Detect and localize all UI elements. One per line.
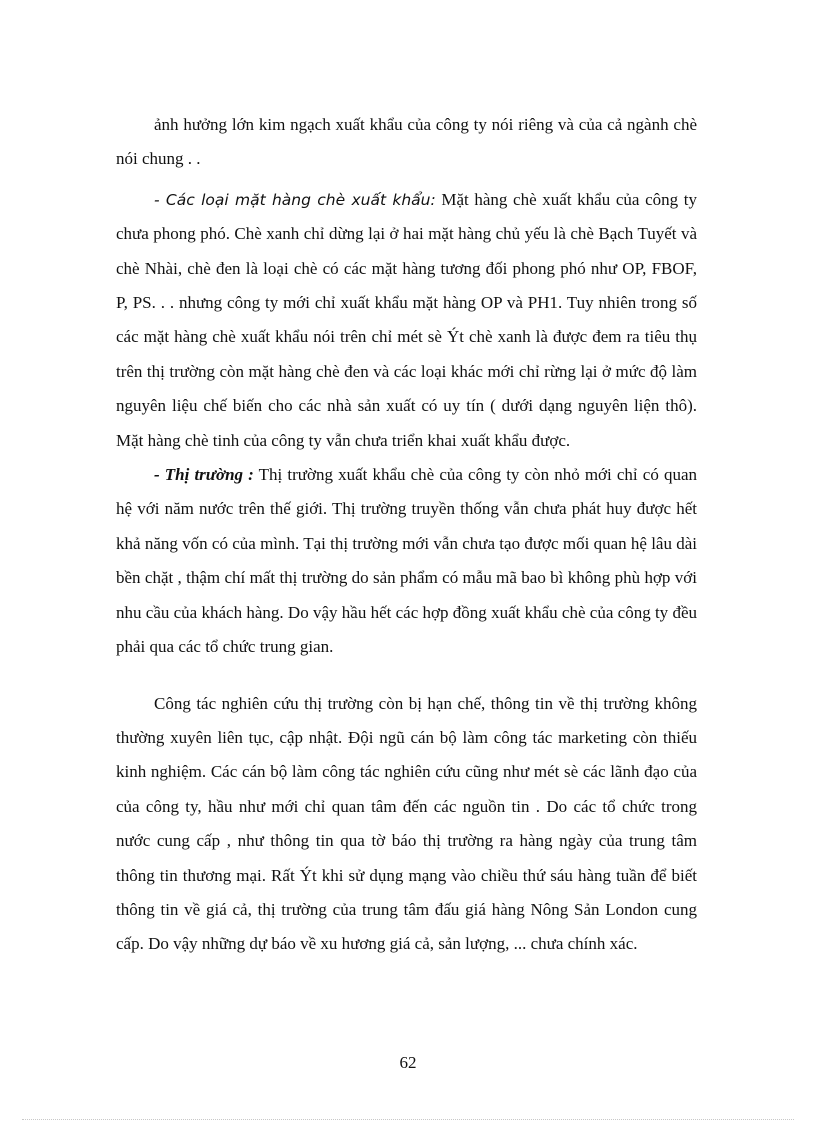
paragraph-market <box>116 458 697 664</box>
paragraph-lead-bold-italic: - Thị trường : <box>154 465 254 485</box>
page-bottom-border <box>22 1119 794 1120</box>
paragraph-text: ảnh hưởng lớn kim ngạch xuất khẩu của công ty nói riêng và của cả ngành chè nói chung . . <box>116 115 697 169</box>
paragraph-continuation <box>116 108 697 177</box>
paragraph-text: Công tác nghiên cứu thị trường còn bị hạn chế, thông tin về thị trường không thường xuyên liên tục, cập nhật. Đội ngũ cán bộ làm công tác marketing còn thiếu kinh nghiệm. Các cán bộ làm công tác nghiên cứu cũng như mét sè các lãnh đạo của của công ty, hầu như mới chỉ quan tâm đến các nguồn tin . Do các tổ chức trong nước cung cấp , như thông tin qua tờ báo thị trường ra hàng ngày của trung tâm thông tin thương mại. Rất Ýt khi sử dụng mạng vào chiều thứ sáu hàng tuần để biết thông tin về giá cả, thị trường của trung tâm đấu giá hàng Nông Sản London cung cấp. Do vậy những dự báo về xu hương giá cả, sản lượng, ... chưa chính xác. <box>116 693 697 954</box>
paragraph-market-research <box>116 687 697 962</box>
page-number: 62 <box>399 1053 417 1072</box>
paragraph-export-products <box>116 183 697 458</box>
paragraph-lead-italic: - Các loại mặt hàng chè xuất khẩu: <box>154 190 436 209</box>
paragraph-text: Mặt hàng chè xuất khẩu của công ty chưa phong phó. Chè xanh chỉ dừng lại ở hai mặt hàng chủ yếu là chè Bạch Tuyết và chè Nhài, chè đen là loại chè có các mặt hàng tương đối phong phó như OP, FBOF, P, PS. . . nhưng công ty mới chỉ xuất khẩu mặt hàng OP và PH1. Tuy nhiên trong số các mặt hàng chè xuất khẩu nói trên chỉ mét sè Ýt chè xanh là được đem ra tiêu thụ trên thị trường còn mặt hàng chè đen và các loại khác mới chỉ rừng lại ở mức độ làm nguyên liệu chế biến cho các nhà sản xuất có uy tín ( dưới dạng nguyên liện thô). Mặt hàng chè tinh của công ty vẫn chưa triển khai xuất khẩu được. <box>116 189 697 450</box>
page-body <box>116 108 697 962</box>
paragraph-text: Thị trường xuất khẩu chè của công ty còn nhỏ mới chỉ có quan hệ với năm nước trên thế giới. Thị trường truyền thống vẫn chưa phát huy được hết khả năng vốn có của mình. Tại thị trường mới vẫn chưa tạo được mối quan hệ lâu dài bền chặt , thậm chí mất thị trường do sản phẩm có mẫu mã bao bì không phù hợp với nhu cầu của khách hàng. Do vậy hầu hết các hợp đồng xuất khẩu chè của công ty đều phải qua các tổ chức trung gian. <box>116 465 697 657</box>
